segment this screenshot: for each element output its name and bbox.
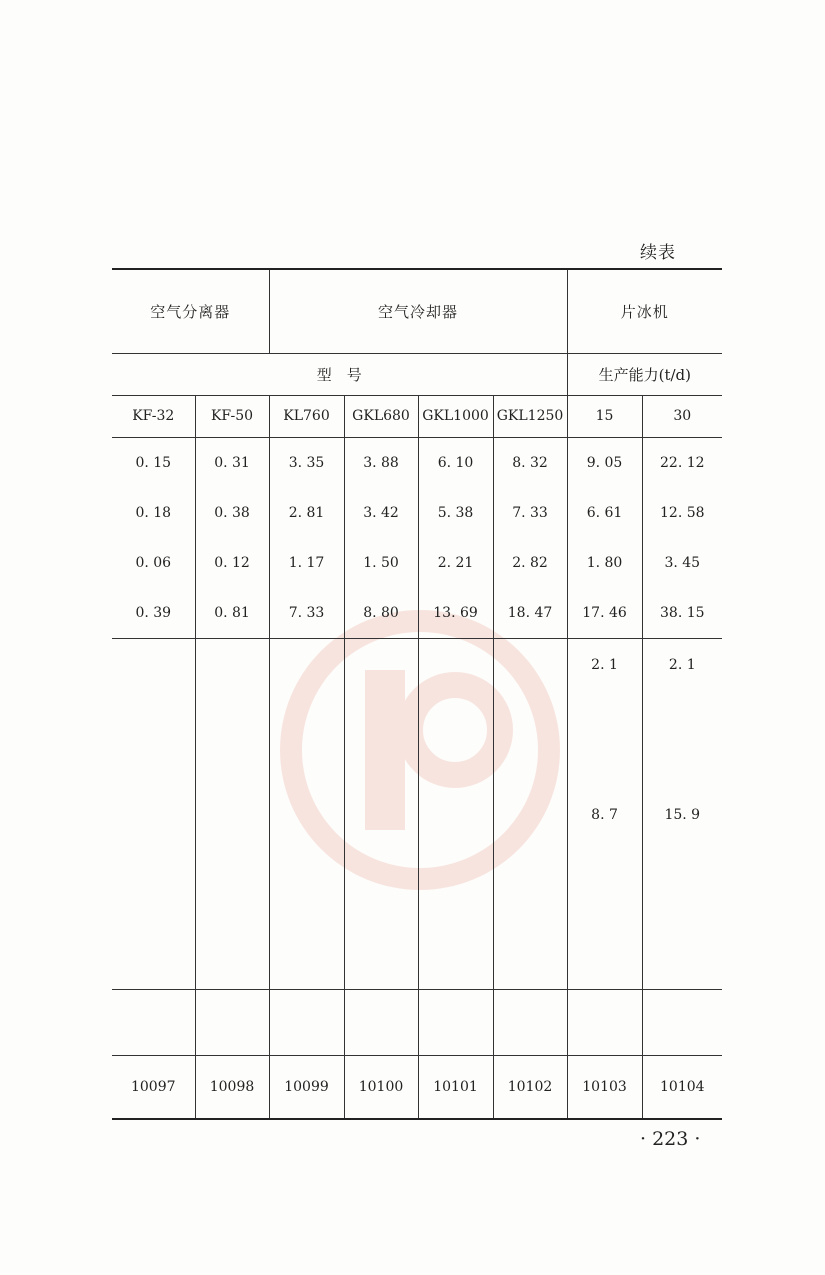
group-header-air-cooler: 空气冷却器 <box>269 269 567 353</box>
model-cell: GKL680 <box>344 395 418 437</box>
data-cell: 18. 47 <box>493 588 567 639</box>
data-row <box>112 437 722 488</box>
data-cell: 13. 69 <box>418 588 493 639</box>
page-number: · 223 · <box>640 1128 701 1150</box>
tall-cell-30 <box>642 638 722 989</box>
data-cell: 9. 05 <box>567 437 642 488</box>
code-cell: 10101 <box>418 1055 493 1119</box>
data-cell: 0. 12 <box>195 538 269 588</box>
empty-cell <box>269 638 344 989</box>
empty-cell <box>344 989 418 1055</box>
group-header-air-separator: 空气分离器 <box>112 269 269 353</box>
code-cell: 10100 <box>344 1055 418 1119</box>
data-cell: 0. 18 <box>135 504 172 521</box>
code-cell: 10098 <box>195 1055 269 1119</box>
group-header-flake-ice-machine: 片冰机 <box>567 269 722 353</box>
value-cell: 8. 7 <box>591 806 618 823</box>
data-row <box>112 588 722 639</box>
code-cell: 10102 <box>493 1055 567 1119</box>
empty-cell <box>493 638 567 989</box>
data-cell: 1. 50 <box>344 538 418 588</box>
code-cell: 10104 <box>642 1055 722 1119</box>
empty-cell <box>344 638 418 989</box>
data-cell: 2. 21 <box>418 538 493 588</box>
value-cell: 2. 1 <box>668 656 696 673</box>
data-cell: 0. 31 <box>195 437 269 488</box>
empty-cell <box>112 638 195 989</box>
model-cell: 30 <box>642 395 722 437</box>
data-cell: 6. 61 <box>567 488 642 538</box>
empty-cell <box>195 638 269 989</box>
data-cell: 38. 15 <box>642 588 722 639</box>
empty-cell <box>195 989 269 1055</box>
data-cell: 6. 10 <box>418 437 493 488</box>
group-header-row <box>112 269 722 353</box>
data-row <box>112 488 722 538</box>
model-cell: KF-32 <box>112 395 195 437</box>
data-cell: 3. 35 <box>269 437 344 488</box>
data-cell: 3. 45 <box>642 538 722 588</box>
model-cell: KF-50 <box>195 395 269 437</box>
data-row <box>112 538 722 588</box>
empty-cell <box>567 989 642 1055</box>
model-cell: GKL1250 <box>493 395 567 437</box>
data-cell: 0. 39 <box>135 604 172 621</box>
data-cell: 0. 15 <box>112 437 195 488</box>
model-cell: GKL1000 <box>418 395 493 437</box>
data-cell: 22. 12 <box>642 437 722 488</box>
code-cell: 10099 <box>269 1055 344 1119</box>
model-row <box>112 395 722 437</box>
equipment-table <box>112 268 722 1120</box>
code-cell: 10097 <box>112 1055 195 1119</box>
tall-cell-15 <box>567 638 642 989</box>
model-cell: KL760 <box>269 395 344 437</box>
blank-row <box>112 989 722 1055</box>
data-cell: 2. 82 <box>493 538 567 588</box>
value-cell: 2. 1 <box>591 656 618 673</box>
empty-cell <box>642 989 722 1055</box>
data-cell: 3. 88 <box>344 437 418 488</box>
sub-header-capacity: 生产能力(t/d) <box>567 353 722 395</box>
data-cell: 17. 46 <box>567 588 642 639</box>
data-cell: 1. 17 <box>269 538 344 588</box>
empty-cell <box>493 989 567 1055</box>
data-cell: 8. 80 <box>344 588 418 639</box>
empty-cell <box>269 989 344 1055</box>
data-cell: 0. 06 <box>135 554 172 571</box>
sub-header-row <box>112 353 722 395</box>
tall-row <box>112 638 722 989</box>
empty-cell <box>112 989 195 1055</box>
data-cell: 1. 80 <box>567 538 642 588</box>
value-cell: 15. 9 <box>664 806 701 823</box>
data-cell: 7. 33 <box>269 588 344 639</box>
continued-table-note: 续表 <box>640 243 676 263</box>
data-cell: 12. 58 <box>642 488 722 538</box>
code-row <box>112 1055 722 1119</box>
sub-header-model: 型 号 <box>112 353 567 395</box>
data-cell: 2. 81 <box>269 488 344 538</box>
data-cell: 5. 38 <box>418 488 493 538</box>
data-cell: 8. 32 <box>493 437 567 488</box>
data-cell: 7. 33 <box>493 488 567 538</box>
empty-cell <box>418 989 493 1055</box>
data-cell: 0. 81 <box>195 588 269 639</box>
data-cell: 3. 42 <box>344 488 418 538</box>
data-cell: 0. 38 <box>195 488 269 538</box>
code-cell: 10103 <box>567 1055 642 1119</box>
empty-cell <box>418 638 493 989</box>
model-cell: 15 <box>567 395 642 437</box>
